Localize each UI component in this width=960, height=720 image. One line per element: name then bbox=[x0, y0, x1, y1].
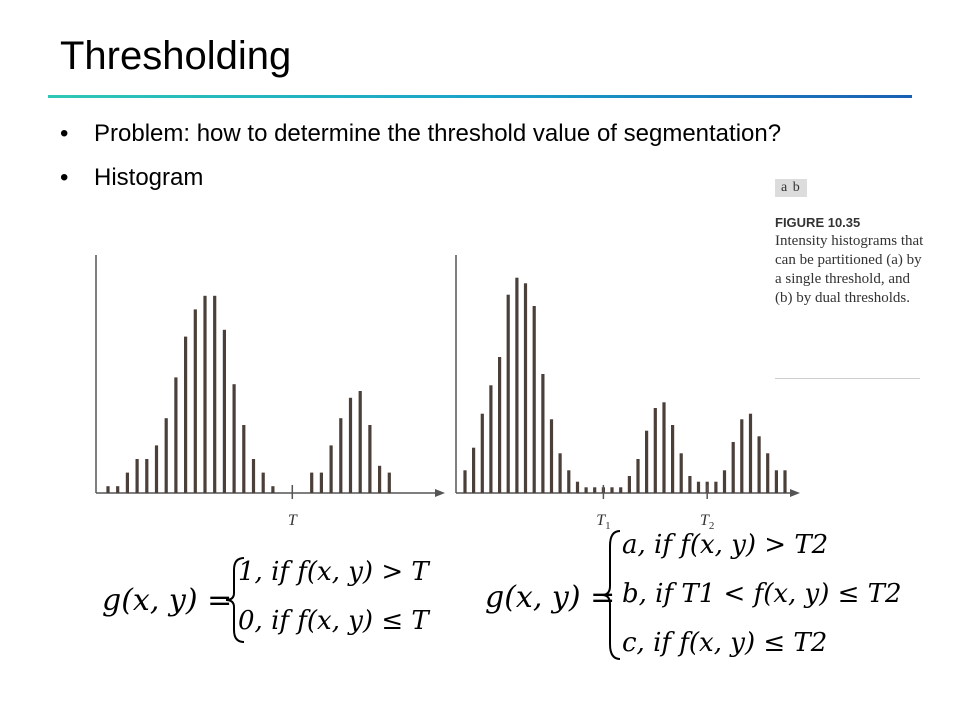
histogram-bar bbox=[645, 431, 648, 493]
bullet-text: Histogram bbox=[94, 164, 204, 191]
equation-case-2: 0, if f(x, y) ≤ T bbox=[238, 606, 429, 636]
histogram-bar bbox=[262, 473, 265, 493]
histogram-bar bbox=[783, 470, 786, 493]
histogram-bar bbox=[106, 486, 109, 493]
histogram-bar bbox=[576, 482, 579, 493]
histogram-bar bbox=[378, 466, 381, 493]
histogram-bar bbox=[320, 473, 323, 493]
histogram-bar bbox=[233, 384, 236, 493]
histogram-bar bbox=[359, 391, 362, 493]
histogram-bar bbox=[758, 436, 761, 493]
threshold-label: $T_2$ bbox=[699, 512, 715, 532]
histogram-bar bbox=[619, 487, 622, 493]
histogram-bar bbox=[662, 402, 665, 493]
bullet-marker: • bbox=[60, 120, 69, 147]
histogram-bar bbox=[671, 425, 674, 493]
equation-case-2: b, if T1 < f(x, y) ≤ T2 bbox=[622, 579, 902, 609]
equation-case-3: c, if f(x, y) ≤ T2 bbox=[622, 628, 828, 658]
panel-labels: a b bbox=[775, 179, 807, 197]
histogram-bar bbox=[593, 487, 596, 493]
histogram-bar bbox=[194, 309, 197, 493]
histogram-bar bbox=[636, 459, 639, 493]
histogram-bar bbox=[524, 283, 527, 493]
x-axis-arrow bbox=[790, 489, 800, 497]
histogram-bar bbox=[697, 482, 700, 493]
histogram-bar bbox=[271, 486, 274, 493]
histogram-bar bbox=[498, 357, 501, 493]
histogram-bar bbox=[585, 487, 588, 493]
figure-number: FIGURE 10.35 bbox=[775, 215, 861, 230]
histogram-bar bbox=[489, 385, 492, 493]
x-axis-arrow bbox=[435, 489, 445, 497]
histogram-bar bbox=[541, 374, 544, 493]
histogram-bar bbox=[775, 470, 778, 493]
histogram-bar bbox=[714, 482, 717, 493]
histogram-bar bbox=[145, 459, 148, 493]
bullet-marker: • bbox=[60, 164, 69, 191]
histogram-bar bbox=[567, 470, 570, 493]
histogram-bar bbox=[610, 487, 613, 493]
histogram-bar bbox=[559, 453, 562, 493]
histogram-bar bbox=[242, 425, 245, 493]
histogram-bar bbox=[515, 278, 518, 493]
histogram-bar bbox=[174, 377, 177, 493]
histogram-bar bbox=[723, 470, 726, 493]
bullet-text: Problem: how to determine the threshold value of segmentation? bbox=[94, 120, 782, 147]
histogram-bar bbox=[330, 445, 333, 493]
histogram-bar bbox=[136, 459, 139, 493]
histogram-bar bbox=[550, 419, 553, 493]
caption-divider bbox=[775, 378, 920, 379]
histogram-bar bbox=[533, 306, 536, 493]
equation-lhs: g(x, y) = bbox=[485, 580, 616, 615]
histogram-bar bbox=[126, 473, 129, 493]
figure-caption-text: Intensity histograms that can be partitioned (a) by a single threshold, and (b) by dual thresholds. bbox=[775, 233, 924, 306]
histogram-bar bbox=[165, 418, 168, 493]
histogram-bar bbox=[184, 337, 187, 493]
threshold-label: $T_1$ bbox=[596, 512, 611, 532]
threshold-label: T bbox=[287, 512, 297, 529]
figure-caption bbox=[775, 178, 925, 308]
histogram-bar bbox=[481, 414, 484, 493]
histogram-bar bbox=[654, 408, 657, 493]
histogram-bar bbox=[749, 414, 752, 493]
histogram-bar bbox=[740, 419, 743, 493]
histogram-bar bbox=[349, 398, 352, 493]
histogram-bar bbox=[339, 418, 342, 493]
histogram-bar bbox=[472, 448, 475, 493]
histogram-bar bbox=[463, 470, 466, 493]
equation-case-1: a, if f(x, y) > T2 bbox=[622, 530, 829, 560]
slide-title: Thresholding bbox=[60, 34, 292, 78]
histogram-bar bbox=[766, 453, 769, 493]
histogram-bar bbox=[155, 445, 158, 493]
histogram-bar bbox=[507, 295, 510, 493]
equation-case-1: 1, if f(x, y) > T bbox=[238, 557, 429, 587]
histogram-bar bbox=[368, 425, 371, 493]
histogram-bar bbox=[223, 330, 226, 493]
equation-lhs: g(x, y) = bbox=[102, 583, 233, 618]
histogram-bar bbox=[310, 473, 313, 493]
left-brace bbox=[598, 528, 624, 662]
histogram-bar bbox=[203, 296, 206, 493]
histogram-bar bbox=[388, 473, 391, 493]
histogram-bar bbox=[680, 453, 683, 493]
histogram-bar bbox=[628, 476, 631, 493]
histogram-bar bbox=[688, 476, 691, 493]
histogram-bar bbox=[732, 442, 735, 493]
histogram-bar bbox=[116, 486, 119, 493]
histogram-bar bbox=[252, 459, 255, 493]
histogram-bar bbox=[213, 296, 216, 493]
